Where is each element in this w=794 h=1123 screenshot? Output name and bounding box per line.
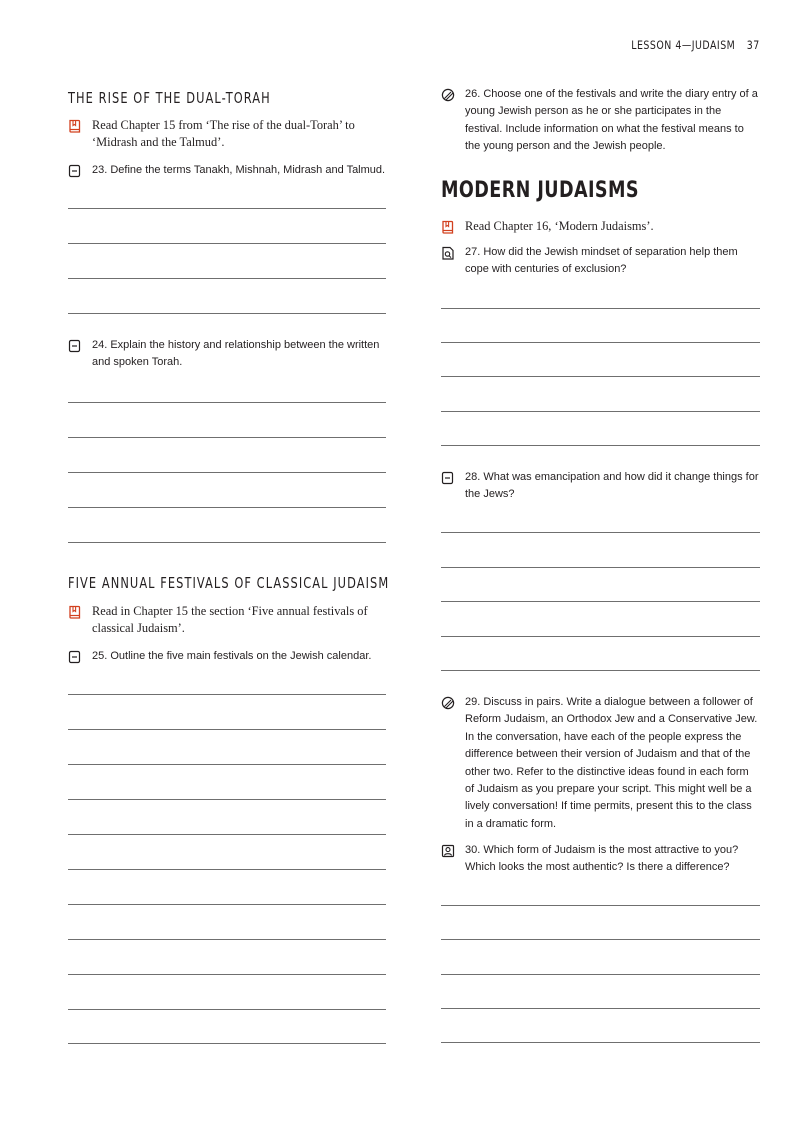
answer-line[interactable] [68,313,386,314]
read-instruction-festivals: Read in Chapter 15 the section ‘Five annual festivals of classical Judaism’. [68,603,386,637]
lesson-label: LESSON 4—JUDAISM [631,38,736,52]
answer-line[interactable] [68,208,386,209]
question-26: 26. Choose one of the festivals and write the diary entry of a young Jewish person as he or she participates in the festival. Include information on what the festival means to the young person and the Jewish people. [441,86,760,156]
creative-writing-icon [441,88,455,102]
section-festivals-title: FIVE ANNUAL FESTIVALS OF CLASSICAL JUDAISM [68,574,390,592]
section-modern-title: MODERN JUDAISMS [441,178,640,203]
answer-line[interactable] [68,869,386,870]
question-23: 23. Define the terms Tanakh, Mishnah, Midrash and Talmud. [68,162,386,179]
answer-line[interactable] [68,904,386,905]
read-instruction-modern: Read Chapter 16, ‘Modern Judaisms’. [441,218,760,235]
answer-line[interactable] [441,601,760,602]
answer-line[interactable] [441,376,760,377]
answer-line[interactable] [441,1042,760,1043]
answer-line[interactable] [68,694,386,695]
answer-line[interactable] [68,542,386,543]
answer-line[interactable] [441,411,760,412]
page-number: 37 [747,38,760,52]
answer-line[interactable] [68,729,386,730]
answer-line[interactable] [441,974,760,975]
activity-icon [68,164,82,178]
answer-line[interactable] [441,670,760,671]
read-instruction-dual-torah: Read Chapter 15 from ‘The rise of the dual-Torah’ to ‘Midrash and the Talmud’. [68,117,386,151]
answer-line[interactable] [68,437,386,438]
answer-line[interactable] [441,567,760,568]
activity-icon [68,650,82,664]
question-24: 24. Explain the history and relationship between the written and spoken Torah. [68,337,386,372]
answer-line[interactable] [68,834,386,835]
answer-line[interactable] [68,799,386,800]
reflection-icon [441,844,455,858]
research-icon [441,246,455,260]
answer-line[interactable] [68,243,386,244]
answer-line[interactable] [68,472,386,473]
question-29: 29. Discuss in pairs. Write a dialogue between a follower of Reform Judaism, an Orthodox Jew and a Conservative Jew. In the conversation, have each of the people express the difference between their version of Judaism and that of the other two. Refer to the distinctive ideas found in each form of Judaism as you prepare your script. This might well be a lively conversation! If time permits, present this to the class in a dramatic form. [441,694,760,833]
answer-line[interactable] [68,939,386,940]
question-27: 27. How did the Jewish mindset of separation help them cope with centuries of exclusion? [441,244,760,279]
answer-line[interactable] [68,278,386,279]
answer-line[interactable] [68,974,386,975]
question-25: 25. Outline the five main festivals on the Jewish calendar. [68,648,386,665]
activity-icon [68,339,82,353]
answer-line[interactable] [441,342,760,343]
book-icon [441,220,455,234]
book-icon [68,605,82,619]
answer-line[interactable] [441,1008,760,1009]
page-header [631,38,760,52]
section-dual-torah-title: THE RISE OF THE DUAL-TORAH [68,89,271,107]
answer-line[interactable] [441,939,760,940]
answer-line[interactable] [441,445,760,446]
answer-line[interactable] [68,764,386,765]
question-28: 28. What was emancipation and how did it change things for the Jews? [441,469,760,504]
answer-line[interactable] [441,905,760,906]
creative-writing-icon [441,696,455,710]
answer-line[interactable] [68,402,386,403]
book-icon [68,119,82,133]
answer-line[interactable] [441,636,760,637]
answer-line[interactable] [441,308,760,309]
answer-line[interactable] [441,532,760,533]
answer-line[interactable] [68,1009,386,1010]
answer-line[interactable] [68,1043,386,1044]
activity-icon [441,471,455,485]
question-30: 30. Which form of Judaism is the most attractive to you? Which looks the most authentic? Is there a difference? [441,842,760,877]
answer-line[interactable] [68,507,386,508]
